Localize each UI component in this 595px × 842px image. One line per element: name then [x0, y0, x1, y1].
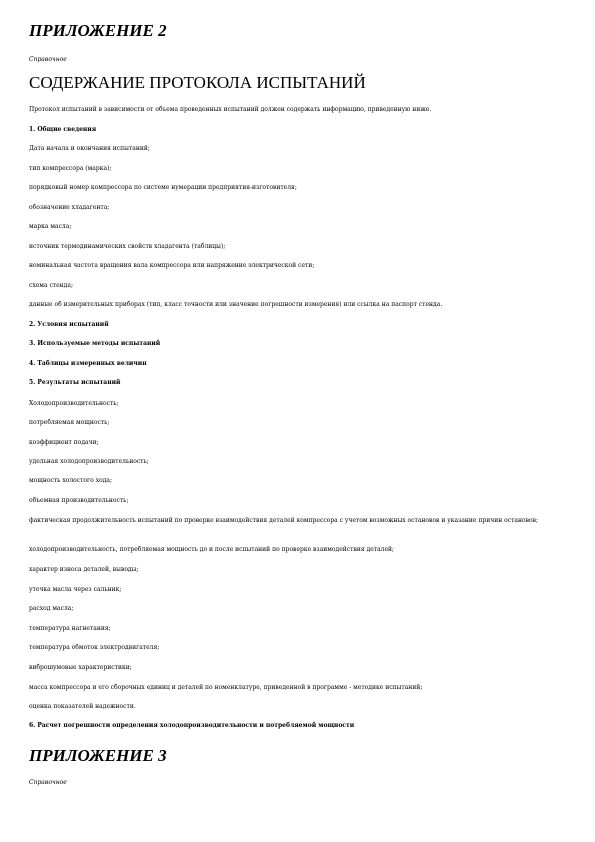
content-line: температура обмоток электродвигателя; [29, 644, 160, 651]
content-line: схема стенда; [29, 282, 73, 289]
content-line: утечка масла через сальник; [29, 586, 122, 593]
appendix-2-title: ПРИЛОЖЕНИЕ 2 [29, 21, 167, 40]
content-line: удельная холодопроизводительность; [29, 458, 149, 465]
content-line: Холодопроизводительность; [29, 400, 119, 407]
content-line: тип компрессора (марка); [29, 165, 112, 172]
appendix-3-reference: Справочное [29, 779, 67, 786]
content-line: источник термодинамических свойств хладагента (таблицы); [29, 243, 226, 250]
section-heading: 3. Используемые методы испытаний [29, 340, 161, 347]
content-line: холодопроизводительность, потребляемая мощность до и после испытаний по проверке взаимодействия деталей; [29, 546, 395, 553]
content-line: марка масла; [29, 223, 72, 230]
section-heading: 6. Расчет погрешности определения холодопроизводительности и потребляемой мощности [29, 722, 355, 729]
content-line: оценка показателей надежности. [29, 703, 136, 710]
content-line: потребляемая мощность; [29, 419, 110, 426]
section-heading: 4. Таблицы измеренных величин [29, 360, 147, 367]
content-line: обозначение хладагента; [29, 204, 110, 211]
content-line: коэффициент подачи; [29, 439, 99, 446]
appendix-3-title: ПРИЛОЖЕНИЕ 3 [29, 746, 167, 765]
content-line: мощность холостого хода; [29, 477, 112, 484]
section-heading: 2. Условия испытаний [29, 321, 109, 328]
content-line: объемная производительность; [29, 497, 129, 504]
content-line: виброшумовые характеристики; [29, 664, 132, 671]
content-line: масса компрессора и его сборочных единиц и деталей по номенклатуре, приведенной в программе - методике испытаний; [29, 684, 423, 691]
protocol-heading: СОДЕРЖАНИЕ ПРОТОКОЛА ИСПЫТАНИЙ [29, 73, 366, 92]
section-heading: 1. Общие сведения [29, 126, 97, 133]
content-line: температура нагнетания; [29, 625, 111, 632]
appendix-2-reference: Справочное [29, 56, 67, 63]
content-line: фактическая продолжительность испытаний по проверке взаимодействия деталей компрессора с учетом возможных остановов и указание причин остановов; [29, 517, 538, 524]
content-line: Протокол испытаний в зависимости от объема проведенных испытаний должен содержать информацию, приведенную ниже. [29, 106, 432, 113]
content-line: порядковый номер компрессора по системе нумерации предприятия-изготовителя; [29, 184, 297, 191]
content-line: характер износа деталей, выводы; [29, 566, 139, 573]
content-line: расход масла; [29, 605, 74, 612]
content-line: данные об измерительных приборах (тип, класс точности или значение погрешности измерения) или ссылка на паспорт стенда. [29, 301, 443, 308]
section-heading: 5. Результаты испытаний [29, 379, 121, 386]
content-line: Дата начала и окончания испытаний; [29, 145, 150, 152]
content-line: номинальная частота вращения вала компрессора или напряжение электрической сети; [29, 262, 315, 269]
